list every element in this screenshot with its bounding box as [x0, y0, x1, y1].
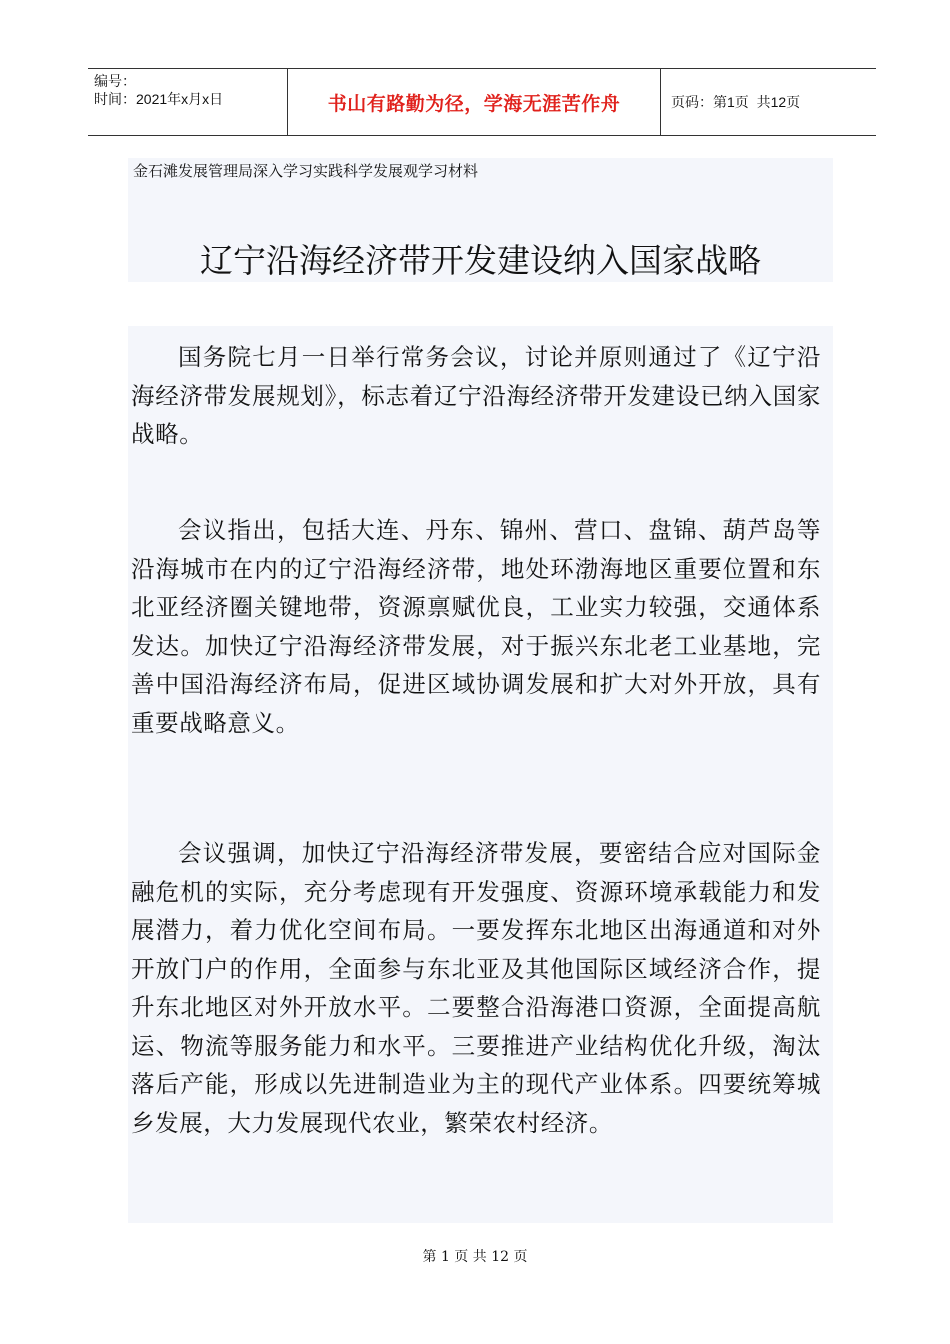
header-page-cell	[661, 69, 876, 135]
page-footer: 第 1 页 共 12 页	[422, 1249, 528, 1265]
paragraph: 会议强调，加快辽宁沿海经济带发展，要密结合应对国际金融危机的实际，充分考虑现有开发强度、资源环境承载能力和发展潜力，着力优化空间布局。一要发挥东北地区出海通道和对外开放门户的作用，全面参与东北亚及其他国际区域经济合作，提升东北地区对外开放水平。二要整合沿海港口资源，全面提高航运、物流等服务能力和水平。三要推进产业结构优化升级，淘汰落后产能，形成以先进制造业为主的现代产业体系。四要统筹城乡发展，大力发展现代农业，繁荣农村经济。	[131, 839, 821, 1137]
paragraph: 国务院七月一日举行常务会议，讨论并原则通过了《辽宁沿海经济带发展规划》，标志着辽宁沿海经济带开发建设已纳入国家战略。	[131, 343, 821, 448]
page-number-label: 页码：第1页 共12页	[671, 94, 801, 110]
motto-text: 书山有路勤为径，学海无涯苦作舟	[327, 92, 621, 115]
document-header	[88, 68, 876, 136]
serial-number-label: 编号：	[94, 73, 136, 89]
header-motto-cell	[288, 69, 661, 135]
date-label: 时间：2021年x月x日	[94, 91, 224, 107]
header-meta-cell	[88, 69, 288, 135]
document-subtitle: 金石滩发展管理局深入学习实践科学发展观学习材料	[133, 162, 479, 180]
paragraph: 会议指出，包括大连、丹东、锦州、营口、盘锦、葫芦岛等沿海城市在内的辽宁沿海经济带，地处环渤海地区重要位置和东北亚经济圈关键地带，资源禀赋优良，工业实力较强，交通体系发达。加快辽宁沿海经济带发展，对于振兴东北老工业基地，完善中国沿海经济布局，促进区域协调发展和扩大对外开放，具有重要战略意义。	[131, 516, 821, 737]
document-title: 辽宁沿海经济带开发建设纳入国家战略	[200, 241, 761, 280]
